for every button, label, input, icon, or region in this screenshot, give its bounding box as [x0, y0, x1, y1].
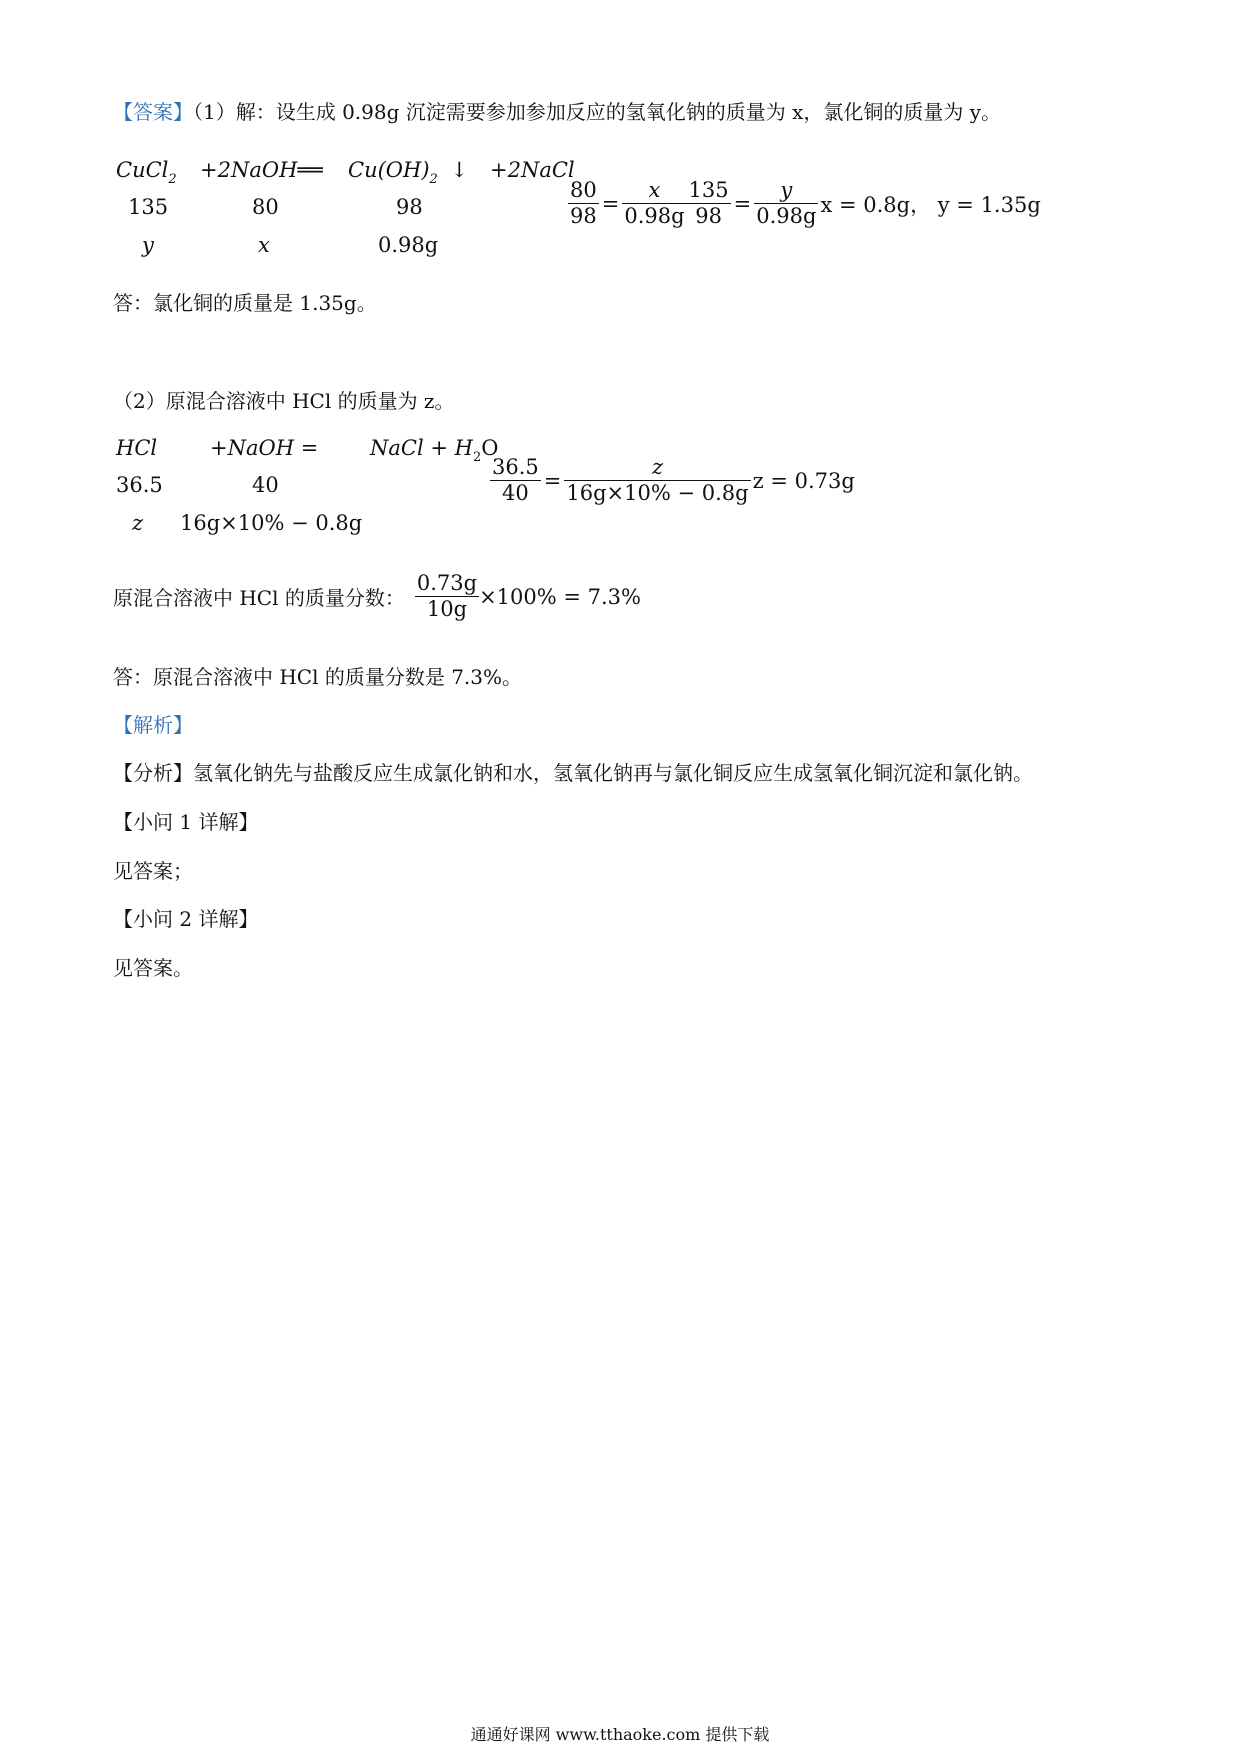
hcl-fraction-frac: $\frac{0.73g}{10g}$ [416, 571, 478, 622]
eq1-row2-cuoh: 98 [396, 195, 423, 219]
q1-tag: 【小问 1 详解】 [113, 810, 259, 834]
eq1-row3-x: x [258, 233, 270, 257]
eq2-row3-z: z [132, 511, 144, 535]
eq1-row2-cucl2: 135 [128, 195, 169, 219]
eq2-row2-naoh: 40 [252, 473, 279, 497]
eq1-cucl2: CuCl$_2$ [116, 158, 177, 187]
fenxi-text: 氢氧化钠先与盐酸反应生成氯化钠和水，氢氧化钠再与氯化铜反应生成氢氧化铜沉淀和氯化钠。 [193, 761, 1033, 785]
page-footer: 通通好课网 www.tthaoke.com 提供下载 [470, 1725, 770, 1744]
eq1-naoh: +2NaOH══ [200, 158, 323, 182]
q1-text: 见答案； [113, 859, 193, 883]
ratio1-frac3: $\frac{135}{98}$ [688, 178, 729, 229]
eq1-row2-naoh: 80 [252, 195, 279, 219]
conclusion-1: 答：氯化铜的质量是 1.35g。 [113, 291, 377, 315]
eq1-row3-y: y [142, 233, 154, 257]
ratio1-result: x = 0.8g， y = 1.35g [820, 192, 1041, 217]
eq1-row3-mass: 0.98g [378, 233, 439, 257]
answer-tag: 【答案】 [113, 100, 193, 124]
hcl-fraction-label: 原混合溶液中 HCl 的质量分数： [113, 586, 405, 611]
eq2-naoh: +NaOH = [210, 436, 319, 460]
ratio1-frac2: $\frac{x}{0.98g}$ [624, 178, 685, 229]
part2-intro: （2）原混合溶液中 HCl 的质量为 z。 [113, 389, 455, 413]
q2-text: 见答案。 [113, 956, 193, 980]
ratio1-frac1: $\frac{80}{98}$ [570, 178, 597, 229]
hcl-fraction-line [113, 571, 641, 622]
ratio2-frac2: $\frac{z}{16g\times 10\% - 0.8g}$ [566, 455, 749, 506]
down-arrow-icon: ↓ [450, 158, 469, 182]
analysis-tag: 【解析】 [113, 713, 193, 737]
ratio2-frac1: $\frac{36.5}{40}$ [492, 455, 539, 506]
answer-intro-line [113, 96, 1001, 125]
ratio1-frac4: $\frac{y}{0.98g}$ [756, 178, 817, 229]
ratio2-result: z = 0.73g [752, 468, 855, 493]
ratio2: $\frac{36.5}{40}$ = $\frac{z}{16g\times 10\% - 0.8g}$ z = 0.73g [492, 455, 855, 506]
hcl-fraction-rest: ×100% = 7.3% [479, 584, 641, 609]
eq1-cuoh: $Cu(OH)_2$ ↓ [348, 158, 469, 187]
ratio1: $\frac{80}{98}$ = $\frac{x}{0.98g}$ $\frac{135}{98}$ = $\frac{y}{0.98g}$ x = 0.8g， y = 1.35g [570, 178, 1041, 229]
eq2-hcl: HCl [116, 436, 158, 460]
eq2-products: NaCl + $H_2O$ [370, 436, 499, 465]
fenxi-line [113, 757, 1033, 786]
eq2-row3-naoh-mass: 16g×10% − 0.8g [180, 511, 363, 535]
fenxi-tag: 【分析】 [113, 761, 193, 785]
eq2-row2-hcl: 36.5 [116, 473, 163, 497]
answer-intro: （1）解：设生成 0.98g 沉淀需要参加参加反应的氢氧化钠的质量为 x，氯化铜的质量为 y。 [193, 100, 1002, 124]
eq1-nacl: +2NaCl [490, 158, 575, 182]
conclusion-2: 答：原混合溶液中 HCl 的质量分数是 7.3%。 [113, 665, 523, 689]
q2-tag: 【小问 2 详解】 [113, 907, 259, 931]
